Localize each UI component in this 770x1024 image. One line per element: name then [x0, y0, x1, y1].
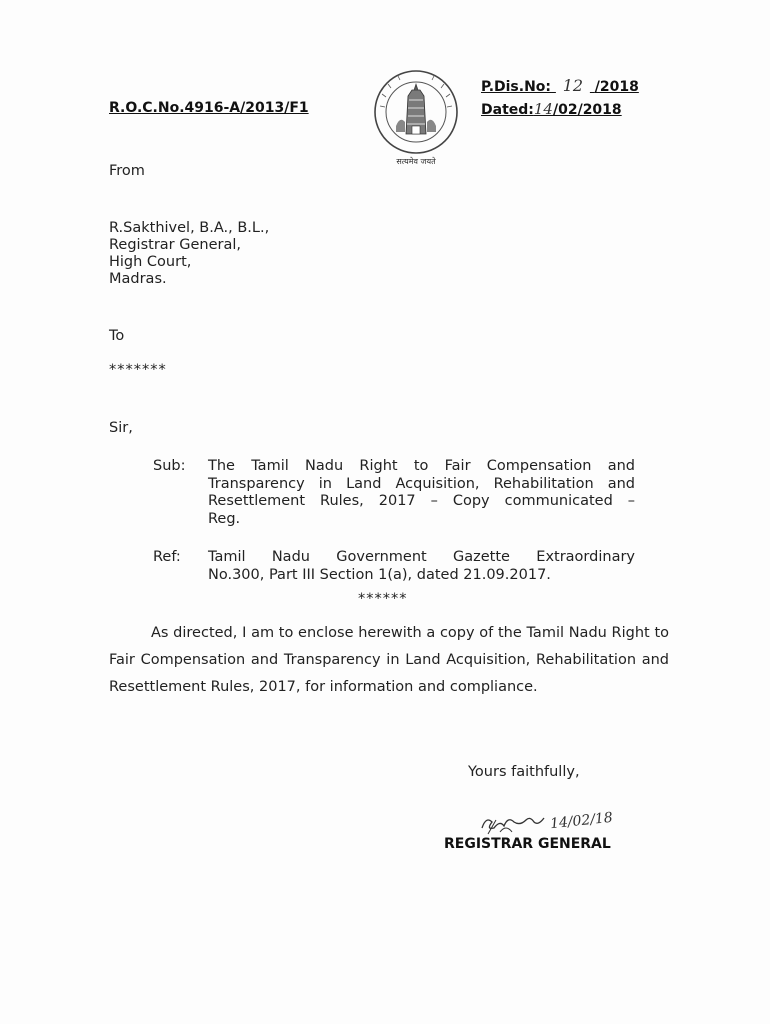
from-label: From — [109, 163, 145, 179]
subject-line: Reg. — [208, 510, 241, 527]
sender-name: R.Sakthivel, B.A., B.L., — [109, 220, 270, 236]
separator-stars: ****** — [358, 591, 408, 607]
pdis-handwritten: 12 — [562, 76, 584, 95]
high-court-seal — [368, 66, 464, 170]
handwritten-signature — [478, 808, 548, 838]
salutation: Sir, — [109, 420, 133, 436]
reference-label: Ref: — [153, 549, 181, 565]
reference-text — [208, 549, 635, 584]
sender-office: High Court, — [109, 254, 192, 270]
to-label: To — [109, 328, 125, 344]
roc-number: R.O.C.No.4916-A/2013/F1 — [109, 100, 309, 116]
dated-suffix: /02/2018 — [552, 102, 622, 118]
reference-line: No.300, Part III Section 1(a), dated 21.09.2017. — [208, 566, 551, 583]
body-paragraph: As directed, I am to enclose herewith a copy of the Tamil Nadu Right to Fair Compensation and Transparency in Land Acquisition, Rehabilitation and Resettlement Rules, 2017, for information and compliance. — [109, 625, 669, 695]
reference-line: Tamil Nadu Government Gazette Extraordinary — [208, 549, 635, 565]
sender-city: Madras. — [109, 271, 167, 287]
seal-motto: सत्यमेव जयते — [396, 157, 436, 166]
subject-label: Sub: — [153, 458, 186, 474]
dated-handwritten: 14 — [533, 100, 553, 118]
subject-line: The Tamil Nadu Right to Fair Compensation and — [208, 458, 635, 474]
pdis-prefix: P.Dis.No: — [481, 79, 552, 95]
recipient-masked: ******* — [109, 362, 167, 378]
valediction: Yours faithfully, — [468, 764, 580, 780]
dated-line — [481, 100, 622, 118]
subject-line: Resettlement Rules, 2017 – Copy communicated – — [208, 493, 635, 509]
pdis-number — [481, 76, 639, 95]
signatory-designation: REGISTRAR GENERAL — [444, 836, 611, 852]
pdis-suffix: /2018 — [594, 79, 639, 95]
subject-text — [208, 458, 635, 528]
dated-prefix: Dated: — [481, 102, 534, 118]
sender-title: Registrar General, — [109, 237, 241, 253]
signature-date: 14/02/18 — [549, 809, 614, 833]
subject-line: Transparency in Land Acquisition, Rehabilitation and — [208, 475, 635, 492]
sender-block — [109, 220, 269, 288]
